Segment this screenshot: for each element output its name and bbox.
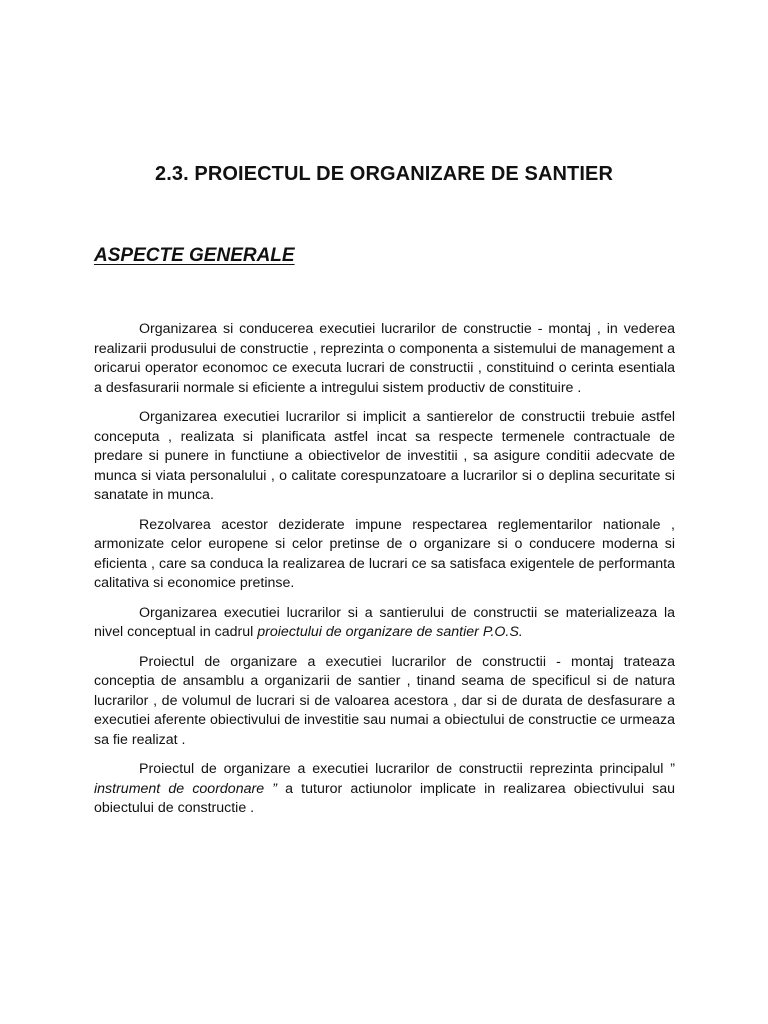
paragraph-2: Organizarea executiei lucrarilor si implicit a santierelor de constructii trebuie astfel conceputa , realizata si planificata astfel incat sa respecte termenele contractuale de predare si punere in functiune a obiectivelor de investitii , sa asigure conditii adecvate de munca si viata personalului , o calitate corespunzatoare a lucrarilor si o deplina securitate si sanatate in munca. xyxy=(94,409,675,503)
paragraph-6-text-end: a tuturor actiunolor implicate in realizarea obiectivului sau obiectului de constructie . xyxy=(94,780,675,816)
paragraph-6-italic: instrument de coordonare ” xyxy=(94,780,277,797)
paragraph-4-text: Organizarea executiei lucrarilor si a santierului de constructii se materializeaza la nivel conceptual in cadrul xyxy=(94,604,675,640)
paragraph-3: Rezolvarea acestor deziderate impune respectarea reglementarilor nationale , armonizate celor europene si celor pretinse de o organizare si o conducere moderna si eficienta , care sa conduca la realizarea de lucrari ce sa satisfaca exigentele de performanta calitativa si economice pretinse. xyxy=(94,516,675,591)
paragraph-4-italic: proiectului de organizare de santier P.O.S. xyxy=(257,624,523,640)
paragraph-6-text-start: Proiectul de organizare a executiei lucrarilor de constructii reprezinta principalul ” xyxy=(139,761,675,777)
section-heading: ASPECTE GENERALE xyxy=(94,245,295,266)
body-text xyxy=(94,320,675,829)
page-title: 2.3. PROIECTUL DE ORGANIZARE DE SANTIER xyxy=(154,163,614,185)
paragraph-4 xyxy=(94,604,675,643)
paragraph-5: Proiectul de organizare a executiei lucrarilor de constructii - montaj trateaza conceptia de ansamblu a organizarii de santier , tinand seama de specificul si de natura lucrarilor , de volumul de lucrari si de valoarea acestora , dar si de durata de desfasurare a executiei aferente obiectivului de investitie sau numai a obiectului de constructie ce urmeaza sa fie realizat . xyxy=(94,653,675,748)
paragraph-6 xyxy=(94,760,675,819)
paragraph-1: Organizarea si conducerea executiei lucrarilor de constructie - montaj , in vederea realizarii produsului de constructie , reprezinta o componenta a sistemului de management a oricarui operator economoc ce executa lucrari de constructii , constituind o cerinta esentiala a desfasurarii normale si eficiente a intregului sistem productiv de constituire . xyxy=(94,321,675,396)
